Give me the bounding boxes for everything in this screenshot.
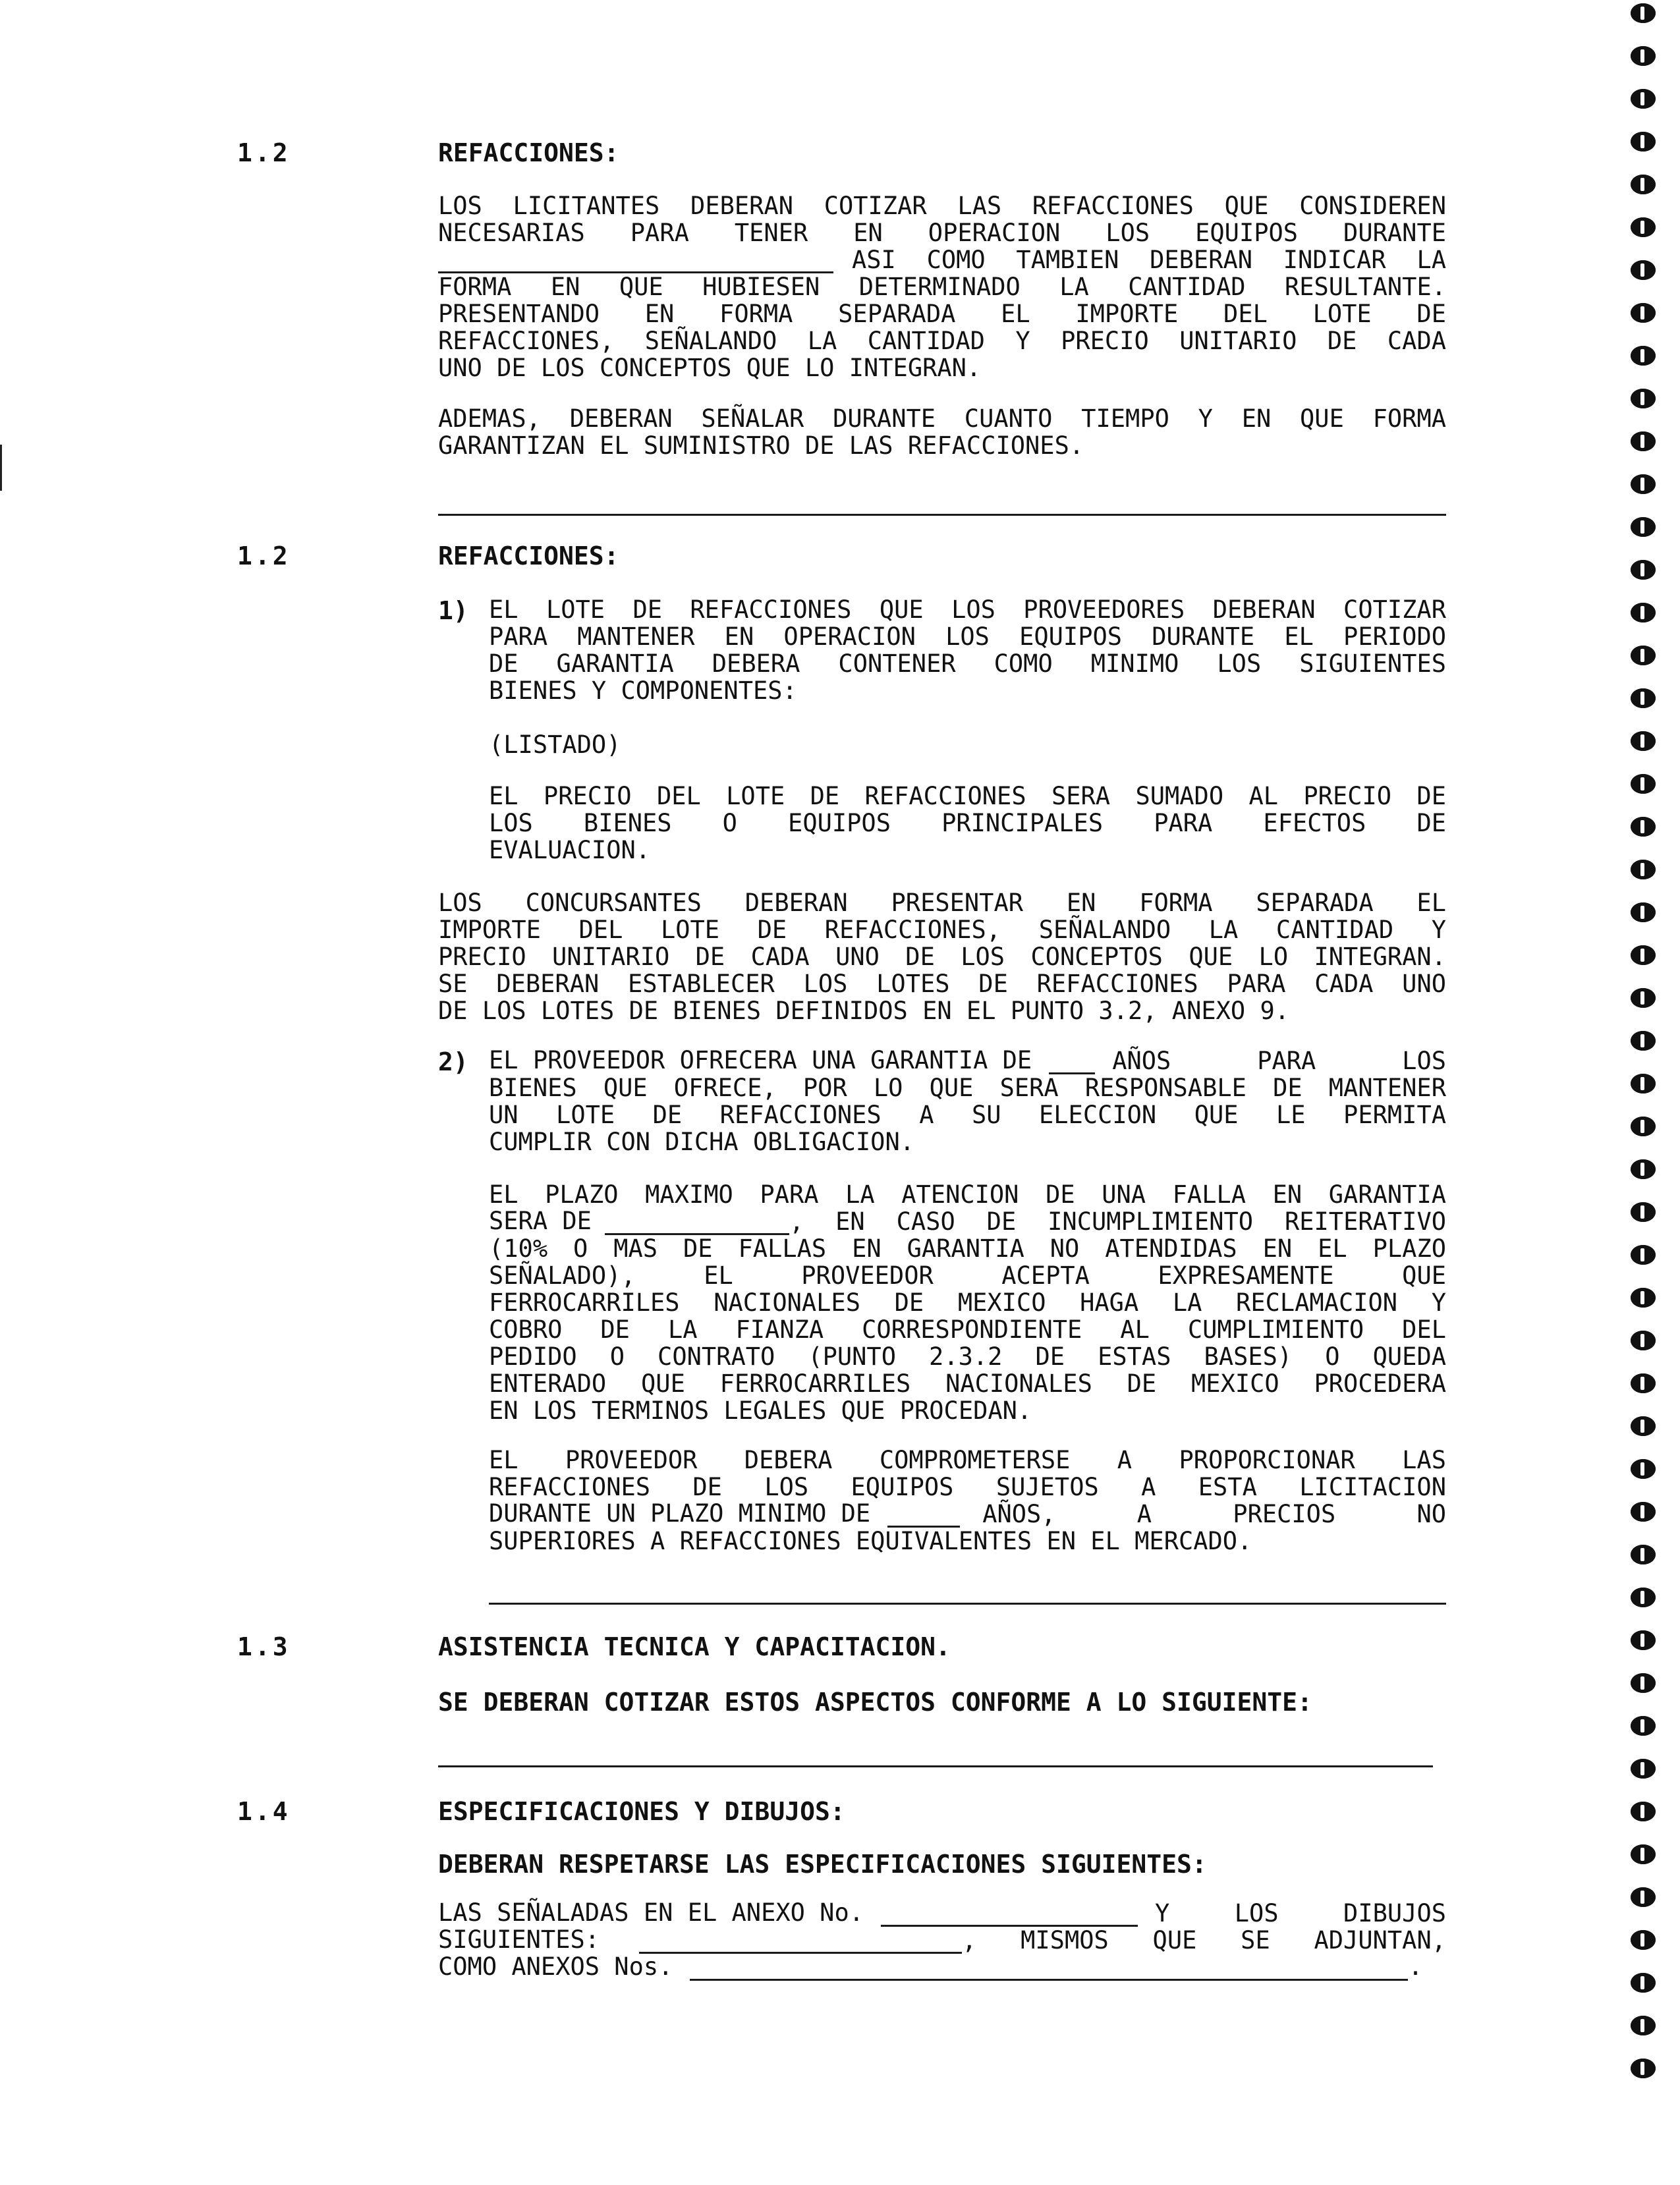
binding-hole-icon xyxy=(1631,132,1656,152)
text-line: REFACCIONES DE LOS EQUIPOS SUJETOS A ESTA LICITACION xyxy=(489,1473,1446,1501)
text-line xyxy=(438,1927,1446,1954)
binding-hole-icon xyxy=(1631,2016,1656,2035)
binding-hole-icon xyxy=(1631,303,1656,323)
section-number: 1.2 xyxy=(237,541,291,570)
text-line: COBRO DE LA FIANZA CORRESPONDIENTE AL CUMPLIMIENTO DEL xyxy=(489,1315,1446,1344)
text-line: SUPERIORES A REFACCIONES EQUIVALENTES EN EL MERCADO. xyxy=(489,1527,1252,1555)
text-line xyxy=(438,1954,1446,1981)
text-line: PARA MANTENER EN OPERACION LOS EQUIPOS DURANTE EL PERIODO xyxy=(489,622,1446,651)
binding-hole-icon xyxy=(1631,945,1656,965)
binding-hole-icon xyxy=(1631,389,1656,408)
binding-hole-icon xyxy=(1631,1373,1656,1393)
text-line: EL PLAZO MAXIMO PARA LA ATENCION DE UNA FALLA EN GARANTIA xyxy=(489,1180,1446,1209)
text-line: EN LOS TERMINOS LEGALES QUE PROCEDAN. xyxy=(489,1397,1032,1425)
text-fragment: Y LOS DIBUJOS xyxy=(1155,1899,1446,1927)
text-line: SEÑALADO), EL PROVEEDOR ACEPTA EXPRESAMENTE QUE xyxy=(489,1261,1446,1290)
binding-hole-icon xyxy=(1631,46,1656,66)
text-line: LOS LICITANTES DEBERAN COTIZAR LAS REFACCIONES QUE CONSIDEREN xyxy=(438,192,1446,220)
binding-hole-icon xyxy=(1631,346,1656,366)
text-line xyxy=(438,1900,1446,1927)
text-line: (10% O MAS DE FALLAS EN GARANTIA NO ATENDIDAS EN EL PLAZO xyxy=(489,1234,1446,1263)
binding-hole-icon xyxy=(1631,1502,1656,1522)
list-item xyxy=(489,1047,1446,1155)
text-line: EL LOTE DE REFACCIONES QUE LOS PROVEEDORES DEBERAN COTIZAR xyxy=(489,595,1446,624)
section-number: 1.2 xyxy=(237,138,291,167)
section-title: ASISTENCIA TECNICA Y CAPACITACION. xyxy=(438,1632,951,1661)
text-line: DE GARANTIA DEBERA CONTENER COMO MINIMO LOS SIGUIENTES xyxy=(489,650,1446,678)
horizontal-rule xyxy=(489,1603,1446,1605)
binding-hole-icon xyxy=(1631,1844,1656,1864)
list-marker: 1) xyxy=(438,596,468,625)
section-title: REFACCIONES: xyxy=(438,541,619,570)
text-fragment: AÑOS PARA LOS xyxy=(1112,1047,1446,1075)
text-line: EL PROVEEDOR DEBERA COMPROMETERSE A PROPORCIONAR LAS xyxy=(489,1446,1446,1474)
text-fragment: DURANTE UN PLAZO MINIMO DE xyxy=(489,1499,871,1528)
text-fragment: AÑOS, A PRECIOS NO xyxy=(982,1500,1446,1528)
binding-hole-icon xyxy=(1631,774,1656,794)
binding-hole-icon xyxy=(1631,688,1656,708)
binding-hole-icon xyxy=(1631,560,1656,580)
text-line: BIENES QUE OFRECE, POR LO QUE SERA RESPONSABLE DE MANTENER xyxy=(489,1074,1446,1102)
text-fragment: EL PROVEEDOR OFRECERA UNA GARANTIA DE xyxy=(489,1046,1032,1074)
paragraph xyxy=(489,1181,1446,1424)
text-line: REFACCIONES, SEÑALANDO LA CANTIDAD Y PRECIO UNITARIO DE CADA xyxy=(438,327,1446,355)
binding-hole-icon xyxy=(1631,1202,1656,1222)
text-line: FERROCARRILES NACIONALES DE MEXICO HAGA LA RECLAMACION Y xyxy=(489,1288,1446,1317)
text-line: PRECIO UNITARIO DE CADA UNO DE LOS CONCEPTOS QUE LO INTEGRAN. xyxy=(438,943,1446,971)
binding-hole-icon xyxy=(1631,1459,1656,1479)
fill-in-blank xyxy=(1049,1050,1095,1074)
listado-placeholder: (LISTADO) xyxy=(489,731,621,759)
text-line: UNO DE LOS CONCEPTOS QUE LO INTEGRAN. xyxy=(438,354,982,382)
text-line xyxy=(489,1501,1446,1528)
text-fragment: , EN CASO DE INCUMPLIMIENTO REITERATIVO xyxy=(789,1207,1446,1236)
binding-hole-icon xyxy=(1631,89,1656,109)
horizontal-rule xyxy=(438,1765,1433,1767)
binding-hole-icon xyxy=(1631,1031,1656,1051)
text-line: EVALUACION. xyxy=(489,836,651,864)
text-line: GARANTIZAN EL SUMINISTRO DE LAS REFACCIONES. xyxy=(438,431,1084,460)
binding-hole-icon xyxy=(1631,603,1656,622)
binding-hole-icon xyxy=(1631,817,1656,837)
scan-margin-mark xyxy=(0,445,2,491)
text-line xyxy=(489,1208,1446,1235)
fill-in-blank xyxy=(881,1902,1138,1927)
fill-in-blank xyxy=(690,1956,1408,1981)
section-subtitle: DEBERAN RESPETARSE LAS ESPECIFICACIONES SIGUIENTES: xyxy=(438,1850,1207,1879)
binding-hole-icon xyxy=(1631,646,1656,665)
binding-hole-icon xyxy=(1631,1331,1656,1350)
binding-hole-icon xyxy=(1631,2059,1656,2078)
binding-hole-icon xyxy=(1631,1887,1656,1907)
binding-hole-icon xyxy=(1631,860,1656,879)
list-marker: 2) xyxy=(438,1047,468,1076)
paragraph xyxy=(489,1447,1446,1555)
binding-hole-icon xyxy=(1631,1716,1656,1736)
text-fragment: . xyxy=(1408,1952,1423,1981)
binding-hole-icon xyxy=(1631,1588,1656,1607)
text-fragment: COMO ANEXOS Nos. xyxy=(438,1952,673,1981)
binding-hole-icon xyxy=(1631,217,1656,237)
paragraph xyxy=(438,192,1446,381)
text-line: UN LOTE DE REFACCIONES A SU ELECCION QUE LE PERMITA xyxy=(489,1101,1446,1129)
binding-hole-icon xyxy=(1631,1930,1656,1950)
text-line: NECESARIAS PARA TENER EN OPERACION LOS EQUIPOS DURANTE xyxy=(438,219,1446,247)
text-fragment: LAS SEÑALADAS EN EL ANEXO No. xyxy=(438,1898,864,1927)
binding-hole-icon xyxy=(1631,1802,1656,1821)
section-number: 1.3 xyxy=(237,1632,291,1661)
text-line: BIENES Y COMPONENTES: xyxy=(489,677,797,705)
text-line: PRESENTANDO EN FORMA SEPARADA EL IMPORTE DEL LOTE DE xyxy=(438,300,1446,328)
binding-hole-icon xyxy=(1631,731,1656,751)
text-line xyxy=(438,246,1446,273)
binding-hole-icon xyxy=(1631,1630,1656,1650)
binding-hole-icon xyxy=(1631,431,1656,451)
paragraph xyxy=(438,1900,1446,1981)
binding-hole-icon xyxy=(1631,474,1656,494)
binding-hole-icon xyxy=(1631,1545,1656,1564)
text-line: SE DEBERAN ESTABLECER LOS LOTES DE REFACCIONES PARA CADA UNO xyxy=(438,970,1446,998)
text-line: ADEMAS, DEBERAN SEÑALAR DURANTE CUANTO TIEMPO Y EN QUE FORMA xyxy=(438,404,1446,433)
binding-hole-icon xyxy=(1631,1759,1656,1779)
binding-hole-icon xyxy=(1631,1416,1656,1436)
section-title: REFACCIONES: xyxy=(438,138,619,167)
text-line xyxy=(489,1047,1446,1074)
section-number: 1.4 xyxy=(237,1797,291,1826)
fill-in-blank xyxy=(605,1211,789,1235)
binding-hole-icon xyxy=(1631,175,1656,194)
text-line: DE LOS LOTES DE BIENES DEFINIDOS EN EL PUNTO 3.2, ANEXO 9. xyxy=(438,997,1290,1025)
binding-hole-icon xyxy=(1631,1117,1656,1136)
text-line: ENTERADO QUE FERROCARRILES NACIONALES DE MEXICO PROCEDERA xyxy=(489,1369,1446,1398)
binding-hole-icon xyxy=(1631,1288,1656,1308)
list-item xyxy=(489,596,1446,704)
paragraph xyxy=(489,783,1446,864)
binding-hole-icon xyxy=(1631,1973,1656,1993)
text-line: IMPORTE DEL LOTE DE REFACCIONES, SEÑALANDO LA CANTIDAD Y xyxy=(438,916,1446,944)
binding-hole-icon xyxy=(1631,902,1656,922)
fill-in-blank xyxy=(438,249,833,273)
text-line: LOS CONCURSANTES DEBERAN PRESENTAR EN FORMA SEPARADA EL xyxy=(438,889,1446,917)
binding-hole-icon xyxy=(1631,1159,1656,1179)
text-line: PEDIDO O CONTRATO (PUNTO 2.3.2 DE ESTAS BASES) O QUEDA xyxy=(489,1342,1446,1371)
text-fragment: , MISMOS QUE SE ADJUNTAN, xyxy=(962,1926,1446,1954)
binding-hole-icon xyxy=(1631,1245,1656,1265)
binding-hole-icon xyxy=(1631,988,1656,1008)
binding-hole-icon xyxy=(1631,3,1656,23)
section-subtitle: SE DEBERAN COTIZAR ESTOS ASPECTOS CONFORME A LO SIGUIENTE: xyxy=(438,1688,1312,1717)
paragraph xyxy=(438,889,1446,1024)
binding-hole-icon xyxy=(1631,1673,1656,1693)
binding-hole-icon xyxy=(1631,260,1656,280)
binding-hole-icon xyxy=(1631,1074,1656,1093)
section-title: ESPECIFICACIONES Y DIBUJOS: xyxy=(438,1797,845,1826)
text-fragment: SIGUIENTES: xyxy=(438,1925,600,1954)
horizontal-rule xyxy=(438,514,1446,516)
fill-in-blank xyxy=(887,1503,960,1528)
text-line: EL PRECIO DEL LOTE DE REFACCIONES SERA SUMADO AL PRECIO DE xyxy=(489,782,1446,810)
fill-in-blank xyxy=(639,1929,962,1954)
text-line: LOS BIENES O EQUIPOS PRINCIPALES PARA EFECTOS DE xyxy=(489,809,1446,837)
paragraph xyxy=(438,405,1446,459)
text-fragment: SERA DE xyxy=(489,1207,592,1235)
text-line: CUMPLIR CON DICHA OBLIGACION. xyxy=(489,1128,915,1156)
text-fragment: ASI COMO TAMBIEN DEBERAN INDICAR LA xyxy=(852,246,1446,274)
text-line: FORMA EN QUE HUBIESEN DETERMINADO LA CANTIDAD RESULTANTE. xyxy=(438,273,1446,301)
binding-hole-icon xyxy=(1631,517,1656,537)
